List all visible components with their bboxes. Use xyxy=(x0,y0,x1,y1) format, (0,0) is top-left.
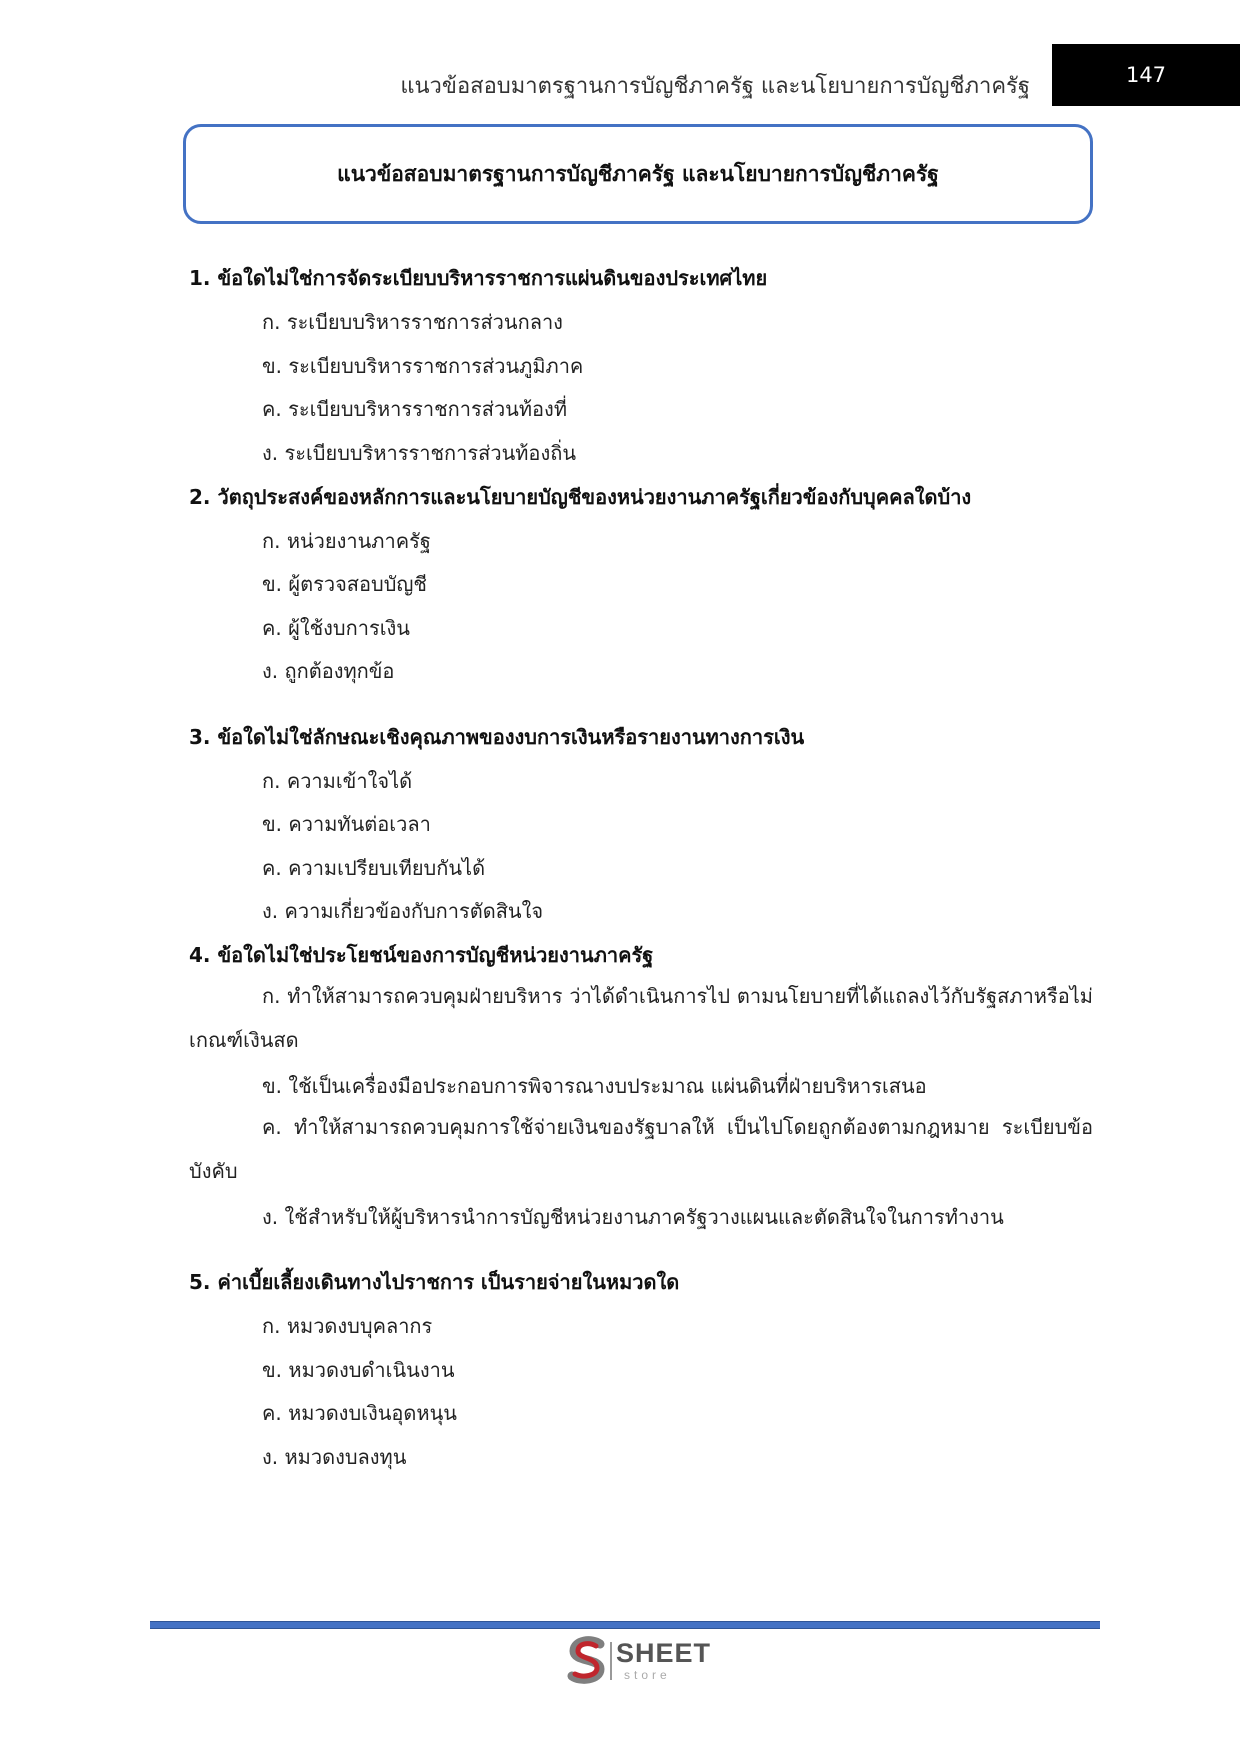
question-2-option-d: ง. ถูกต้องทุกข้อ xyxy=(262,659,395,683)
question-5-option-c: ค. หมวดงบเงินอุดหนุน xyxy=(262,1401,457,1425)
page-number: 147 xyxy=(1052,44,1240,106)
title-box xyxy=(183,124,1093,224)
question-1-option-a: ก. ระเบียบบริหารราชการส่วนกลาง xyxy=(262,310,563,334)
question-5-option-b: ข. หมวดงบดำเนินงาน xyxy=(262,1358,455,1382)
question-2-option-c: ค. ผู้ใช้งบการเงิน xyxy=(262,616,410,640)
question-2-option-b: ข. ผู้ตรวจสอบบัญชี xyxy=(262,572,428,596)
question-1-option-d: ง. ระเบียบบริหารราชการส่วนท้องถิ่น xyxy=(262,441,576,465)
question-1-option-c: ค. ระเบียบบริหารราชการส่วนท้องที่ xyxy=(262,397,567,421)
running-header-title: แนวข้อสอบมาตรฐานการบัญชีภาครัฐ และนโยบายการบัญชีภาครัฐ xyxy=(400,74,1030,99)
question-5: 5. ค่าเบี้ยเลี้ยงเดินทางไปราชการ เป็นรายจ่ายในหมวดใด xyxy=(189,1270,680,1294)
question-4-option-a: ก. ทำให้สามารถควบคุมฝ่ายบริหาร ว่าได้ดำเนินการไป ตามนโยบายที่ได้แถลงไว้กับรัฐสภาหรือไม่ เกณฑ์เงินสด xyxy=(189,984,1093,1052)
question-2-option-a: ก. หน่วยงานภาครัฐ xyxy=(262,529,431,553)
logo-divider xyxy=(610,1642,612,1680)
footer-rule xyxy=(150,1621,1100,1629)
question-3-option-c: ค. ความเปรียบเทียบกันได้ xyxy=(262,856,486,880)
question-5-option-a: ก. หมวดงบบุคลากร xyxy=(262,1314,433,1338)
logo-subtext: store xyxy=(624,1668,671,1682)
sheet-store-logo xyxy=(566,1636,716,1686)
question-3-option-b: ข. ความทันต่อเวลา xyxy=(262,812,431,836)
title-box-text: แนวข้อสอบมาตรฐานการบัญชีภาครัฐ และนโยบายการบัญชีภาครัฐ xyxy=(337,161,939,186)
question-3-option-a: ก. ความเข้าใจได้ xyxy=(262,769,413,793)
question-5-option-d: ง. หมวดงบลงทุน xyxy=(262,1445,407,1469)
question-4-option-c: ค. ทำให้สามารถควบคุมการใช้จ่ายเงินของรัฐบาลให้ เป็นไปโดยถูกต้องตามกฎหมาย ระเบียบข้อบังคับ xyxy=(189,1115,1093,1183)
question-4-option-d: ง. ใช้สำหรับให้ผู้บริหารนำการบัญชีหน่วยงานภาครัฐวางแผนและตัดสินใจในการทำงาน xyxy=(262,1205,1004,1229)
question-4: 4. ข้อใดไม่ใช่ประโยชน์ของการบัญชีหน่วยงานภาครัฐ xyxy=(189,943,654,967)
question-2: 2. วัตถุประสงค์ของหลักการและนโยบายบัญชีของหน่วยงานภาครัฐเกี่ยวข้องกับบุคคลใดบ้าง xyxy=(189,485,972,509)
question-3-option-d: ง. ความเกี่ยวข้องกับการตัดสินใจ xyxy=(262,899,544,923)
question-4-option-b: ข. ใช้เป็นเครื่องมือประกอบการพิจารณางบประมาณ แผ่นดินที่ฝ่ายบริหารเสนอ xyxy=(262,1074,927,1098)
question-3: 3. ข้อใดไม่ใช่ลักษณะเชิงคุณภาพของงบการเงินหรือรายงานทางการเงิน xyxy=(189,725,805,749)
question-1: 1. ข้อใดไม่ใช่การจัดระเบียบบริหารราชการแผ่นดินของประเทศไทย xyxy=(189,266,768,290)
sheet-store-logo-icon xyxy=(566,1636,610,1686)
question-1-option-b: ข. ระเบียบบริหารราชการส่วนภูมิภาค xyxy=(262,354,584,378)
logo-text: SHEET xyxy=(616,1638,712,1668)
